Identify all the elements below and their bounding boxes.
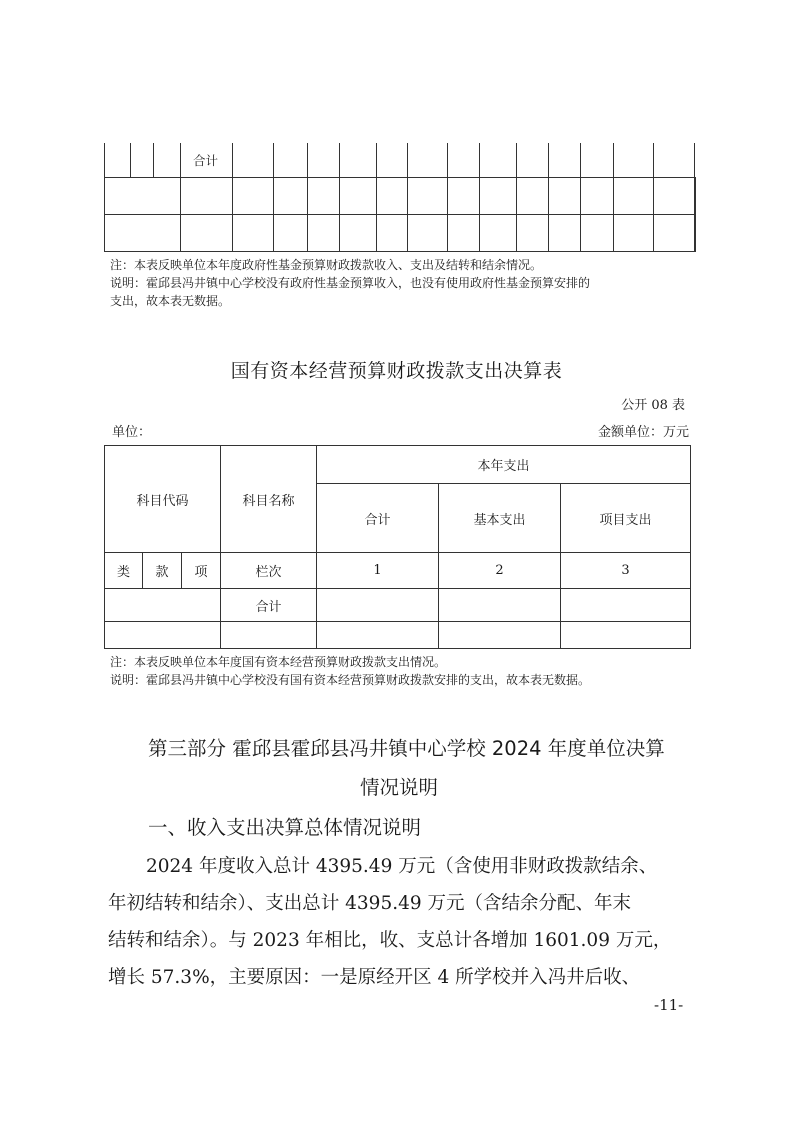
table-cell — [340, 178, 377, 215]
header-row-1 — [105, 446, 691, 484]
table-cell — [105, 143, 131, 178]
header-col-1: 1 — [317, 553, 439, 589]
paragraph-line: 增长 57.3%，主要原因：一是原经开区 4 所学校并入冯井后收、 — [108, 967, 641, 988]
table-row-total — [105, 143, 696, 178]
table-cell — [274, 215, 308, 252]
table-cell — [654, 143, 695, 178]
header-project-expense: 项目支出 — [561, 484, 691, 553]
table-cell — [181, 215, 233, 252]
header-basic-expense: 基本支出 — [439, 484, 561, 553]
table-cell — [274, 178, 308, 215]
table-cell — [308, 143, 340, 178]
table-cell — [377, 178, 408, 215]
table-cell — [439, 589, 561, 622]
table-row — [105, 622, 691, 649]
table-explanation-line2: 支出，故本表无数据。 — [110, 294, 231, 308]
header-subject-code: 科目代码 — [105, 446, 221, 553]
table-note: 注：本表反映单位本年度国有资本经营预算财政拨款支出情况。 — [110, 655, 447, 669]
table-cell — [480, 143, 517, 178]
table-title: 国有资本经营预算财政拨款支出决算表 — [230, 360, 563, 382]
table-cell — [105, 589, 221, 622]
header-item: 项 — [182, 553, 221, 589]
table-cell — [549, 215, 581, 252]
government-fund-table-continued — [104, 143, 696, 252]
table-row — [105, 215, 696, 252]
paragraph-line: 2024 年度收入总计 4395.49 万元（含使用非财政拨款结余、 — [146, 856, 658, 877]
amount-unit: 金额单位：万元 — [597, 425, 689, 440]
table-cell — [181, 178, 233, 215]
table-cell — [448, 178, 480, 215]
section-heading-line1: 第三部分 霍邱县霍邱县冯井镇中心学校 2024 年度单位决算 — [148, 737, 665, 760]
table-cell — [408, 178, 448, 215]
header-total: 合计 — [317, 484, 439, 553]
table-cell — [154, 143, 181, 178]
total-label: 合计 — [181, 143, 233, 178]
table-cell — [308, 178, 340, 215]
table-cell — [233, 143, 274, 178]
table-cell — [233, 178, 274, 215]
table-cell — [581, 143, 614, 178]
row-label — [221, 622, 317, 649]
table-cell — [581, 215, 614, 252]
table-cell — [517, 215, 549, 252]
table-cell — [105, 622, 221, 649]
table-cell — [377, 215, 408, 252]
table-cell — [549, 178, 581, 215]
header-current-year-expense: 本年支出 — [317, 446, 691, 484]
table-cell — [480, 215, 517, 252]
table-cell — [480, 178, 517, 215]
paragraph-line: 结转和结余）。与 2023 年相比，收、支总计各增加 1601.09 万元， — [108, 930, 672, 951]
table-cell — [581, 178, 614, 215]
table-cell — [408, 215, 448, 252]
table-cell — [517, 178, 549, 215]
header-col-2: 2 — [439, 553, 561, 589]
header-section: 款 — [143, 553, 182, 589]
table-cell — [377, 143, 408, 178]
table-cell — [340, 215, 377, 252]
table-cell — [695, 178, 696, 215]
table-cell — [561, 622, 691, 649]
table-cell — [614, 178, 654, 215]
table-cell — [614, 143, 654, 178]
table-row — [105, 178, 696, 215]
table-cell — [695, 215, 696, 252]
table-cell — [654, 215, 695, 252]
table-cell — [105, 178, 181, 215]
table-cell — [340, 143, 377, 178]
table-cell — [105, 215, 181, 252]
section-heading-line2: 情况说明 — [360, 776, 439, 799]
table-cell — [439, 622, 561, 649]
state-capital-expense-table — [104, 445, 691, 649]
header-row-3 — [105, 553, 691, 589]
header-col-3: 3 — [561, 553, 691, 589]
table-cell — [561, 589, 691, 622]
table-cell — [131, 143, 154, 178]
table-cell — [233, 215, 274, 252]
table-note: 注：本表反映单位本年度政府性基金预算财政拨款收入、支出及结转和结余情况。 — [110, 258, 543, 272]
table-cell — [274, 143, 308, 178]
paragraph-line: 年初结转和结余）、支出总计 4395.49 万元（含结余分配、年末 — [108, 893, 632, 914]
table-cell — [549, 143, 581, 178]
table-cell — [448, 143, 480, 178]
table-cell — [614, 215, 654, 252]
table-cell — [317, 622, 439, 649]
header-subject-name: 科目名称 — [221, 446, 317, 553]
row-label: 合计 — [221, 589, 317, 622]
table-cell — [448, 215, 480, 252]
table-cell — [517, 143, 549, 178]
subsection-heading: 一、收入支出决算总体情况说明 — [148, 816, 422, 839]
table-explanation-line1: 说明：霍邱县冯井镇中心学校没有政府性基金预算收入，也没有使用政府性基金预算安排的 — [110, 276, 591, 290]
table-cell — [308, 215, 340, 252]
table-cell — [654, 178, 695, 215]
table-explanation: 说明：霍邱县冯井镇中心学校没有国有资本经营预算财政拨款安排的支出，故本表无数据。 — [110, 673, 591, 687]
table-row-total — [105, 589, 691, 622]
form-number: 公开 08 表 — [621, 398, 685, 413]
table-cell — [408, 143, 448, 178]
page-number: -11- — [654, 996, 684, 1014]
header-category: 类 — [105, 553, 143, 589]
unit-label: 单位： — [112, 425, 152, 440]
table-cell — [317, 589, 439, 622]
header-column-no: 栏次 — [221, 553, 317, 589]
